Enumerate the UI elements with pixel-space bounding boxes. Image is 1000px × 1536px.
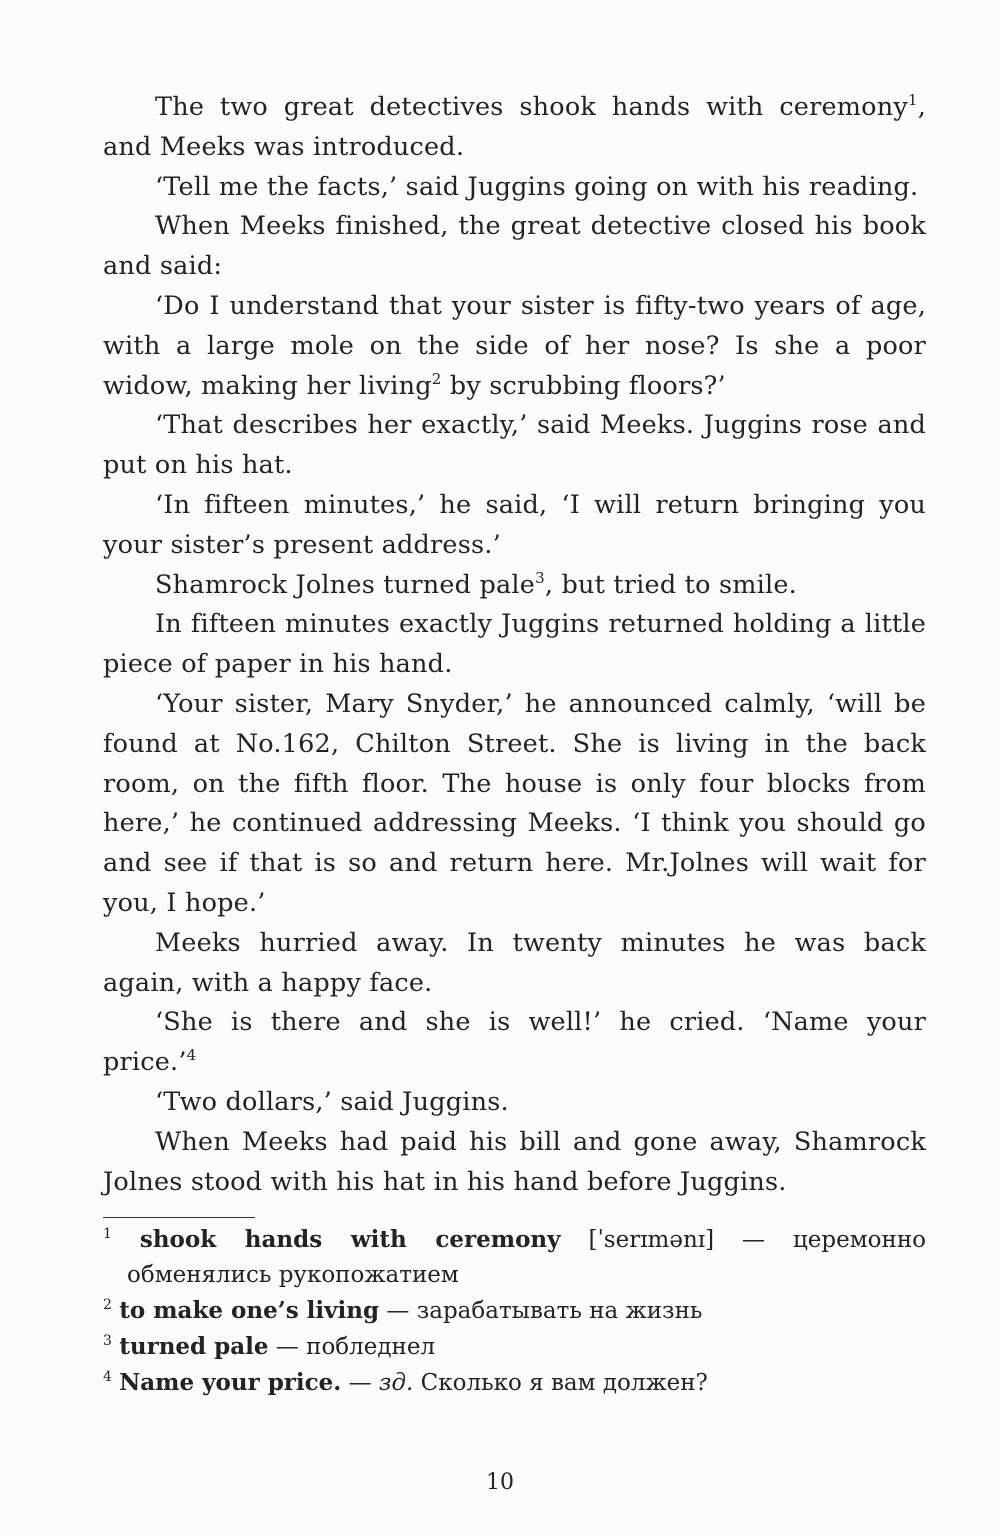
footnote-item: $^1$ shook hands with ceremony [ˈserɪmənɪ] — церемонно обменялись рукопожатием [103,1226,926,1289]
footnote-item: $^4$ Name your price. — зд. Сколько я вам должен? [103,1369,708,1397]
paragraph: Shamrock Jolnes turned pale$^3$, but tried to smile. [155,568,797,600]
footnote-ref[interactable]: 4 [186,1046,197,1065]
paragraph: ‘She is there and she is well!’ he cried. ‘Name your price.’$^4$ [103,1007,926,1078]
footnote-item: $^3$ turned pale — побледнел [103,1333,436,1361]
footnotes [103,1222,926,1401]
paragraph: When Meeks finished, the great detective closed his book and said: [103,211,926,282]
paragraph: ‘That describes her exactly,’ said Meeks. Juggins rose and put on his hat. [103,410,926,481]
footnote-ref[interactable]: 3 [535,568,545,587]
main-text [103,88,926,1202]
page-body [103,88,926,1401]
footnote-divider [103,1217,255,1218]
paragraph: ‘Two dollars,’ said Juggins. [155,1086,509,1117]
paragraph: ‘Your sister, Mary Snyder,’ he announced calmly, ‘will be found at No.162, Chilton Street. She is living in the back room, on the fifth floor. The house is only four blocks from here,’ he continued addressing Meeks. ‘I think you should go and see if that is so and return here. Mr.Jolnes will wait for you, I hope.’ [103,688,926,918]
paragraph: ‘Tell me the facts,’ said Juggins going on with his reading. [155,171,919,202]
paragraph: ‘Do I understand that your sister is fifty-two years of age, with a large mole on the side of her nose? Is she a poor widow, making her living$^2$ by scrubbing floors?’ [103,290,926,401]
page-number: 10 [486,1470,514,1495]
footnote-ref[interactable]: 1 [907,91,918,109]
paragraph: When Meeks had paid his bill and gone away, Shamrock Jolnes stood with his hat in his hand before Juggins. [103,1126,926,1197]
footnote-item: $^2$ to make one’s living — зарабатывать на жизнь [103,1297,703,1325]
paragraph: The two great detectives shook hands with ceremony$^1$, and Meeks was introduced. [103,91,926,162]
footnote-ref[interactable]: 2 [431,369,442,388]
paragraph: ‘In fifteen minutes,’ he said, ‘I will return bringing you your sister’s present address.’ [103,489,926,560]
paragraph: In fifteen minutes exactly Juggins returned holding a little piece of paper in his hand. [103,609,926,680]
paragraph: Meeks hurried away. In twenty minutes he was back again, with a happy face. [103,927,926,998]
